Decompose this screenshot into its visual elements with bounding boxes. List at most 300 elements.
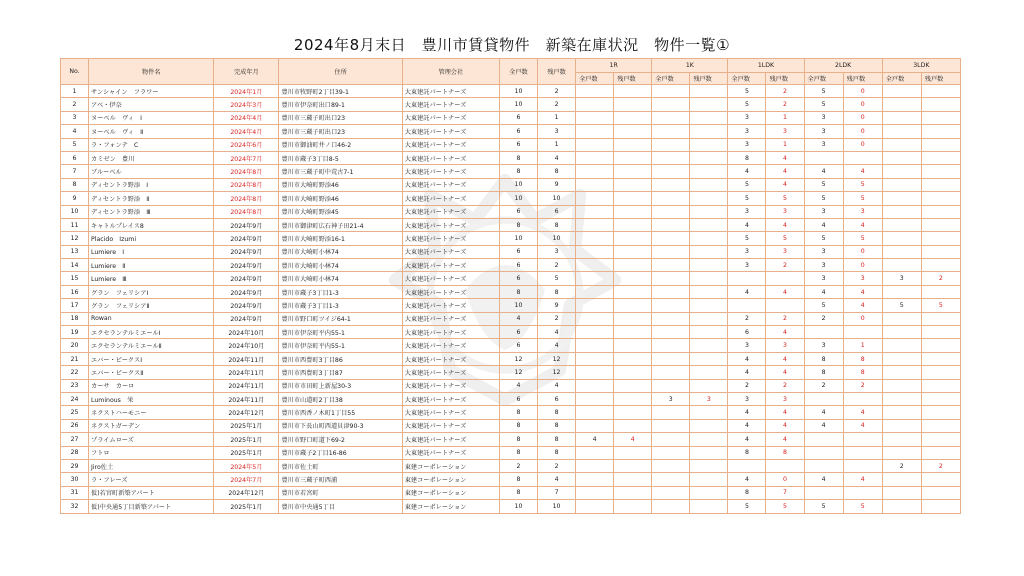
management-company-cell: 大東建託パートナーズ — [402, 392, 499, 405]
remaining-1r-cell — [614, 379, 652, 392]
remaining-2ldk-cell: 0 — [843, 245, 882, 258]
address-cell: 豊川市野口町道下69-2 — [279, 433, 402, 446]
remaining-1k-cell — [690, 218, 728, 231]
remaining-1r-cell — [614, 85, 652, 98]
property-name-cell: カミゼン 豊川 — [89, 151, 214, 164]
remaining-3ldk-cell — [921, 218, 960, 231]
address-cell: 豊川市西豊町3丁目86 — [279, 352, 402, 365]
total-units-cell: 6 — [499, 326, 537, 339]
header-address: 住所 — [279, 59, 402, 85]
remaining-1r-cell — [614, 352, 652, 365]
management-company-cell: 大東建託パートナーズ — [402, 178, 499, 191]
remaining-1ldk-cell: 3 — [766, 125, 804, 138]
total-2ldk-cell — [804, 446, 843, 459]
total-2ldk-cell — [804, 433, 843, 446]
remaining-units-cell: 1 — [538, 138, 576, 151]
property-name-cell: エバー・ピークスⅡ — [89, 366, 214, 379]
total-2ldk-cell: 5 — [804, 192, 843, 205]
table-row — [61, 392, 961, 405]
remaining-1ldk-cell: 4 — [766, 218, 804, 231]
management-company-cell: 大東建託パートナーズ — [402, 245, 499, 258]
built-date-cell: 2025年1月 — [214, 500, 279, 513]
table-row — [61, 419, 961, 432]
management-company-cell: 大東建託パートナーズ — [402, 111, 499, 124]
total-3ldk-cell — [882, 285, 921, 298]
remaining-units-cell: 4 — [538, 473, 576, 486]
total-1r-cell — [576, 392, 614, 405]
total-units-cell: 8 — [499, 218, 537, 231]
remaining-units-cell: 9 — [538, 299, 576, 312]
sub-remaining-3ldk: 残戸数 — [921, 73, 960, 85]
address-cell: 豊川市大崎町野添46 — [279, 178, 402, 191]
row-no-cell: 24 — [61, 392, 89, 405]
row-no-cell: 8 — [61, 178, 89, 191]
built-date-cell: 2024年1月 — [214, 85, 279, 98]
remaining-2ldk-cell: 0 — [843, 312, 882, 325]
header-type-1r: 1R — [576, 59, 652, 73]
total-1r-cell — [576, 138, 614, 151]
table-row — [61, 125, 961, 138]
remaining-2ldk-cell: 3 — [843, 272, 882, 285]
row-no-cell: 3 — [61, 111, 89, 124]
management-company-cell: 大東建託パートナーズ — [402, 232, 499, 245]
table-row — [61, 138, 961, 151]
remaining-1ldk-cell: 7 — [766, 486, 804, 499]
total-1r-cell — [576, 473, 614, 486]
total-1k-cell — [652, 192, 690, 205]
remaining-1k-cell — [690, 419, 728, 432]
remaining-3ldk-cell — [921, 232, 960, 245]
table-body — [61, 85, 961, 514]
total-1r-cell — [576, 406, 614, 419]
built-date-cell: 2024年8月 — [214, 205, 279, 218]
remaining-1k-cell — [690, 285, 728, 298]
total-1r-cell — [576, 259, 614, 272]
remaining-1r-cell — [614, 285, 652, 298]
total-1ldk-cell: 3 — [728, 245, 766, 258]
remaining-3ldk-cell — [921, 446, 960, 459]
table-row — [61, 352, 961, 365]
total-1k-cell — [652, 272, 690, 285]
total-1r-cell — [576, 192, 614, 205]
total-1k-cell — [652, 352, 690, 365]
total-1r-cell — [576, 98, 614, 111]
table-row — [61, 285, 961, 298]
total-2ldk-cell: 3 — [804, 111, 843, 124]
total-units-cell: 10 — [499, 98, 537, 111]
total-1k-cell — [652, 259, 690, 272]
total-1k-cell — [652, 165, 690, 178]
total-units-cell: 6 — [499, 111, 537, 124]
header-total: 全戸数 — [499, 59, 537, 85]
remaining-1r-cell — [614, 259, 652, 272]
remaining-2ldk-cell: 0 — [843, 85, 882, 98]
remaining-2ldk-cell: 0 — [843, 111, 882, 124]
header-name: 物件名 — [89, 59, 214, 85]
remaining-1r-cell — [614, 98, 652, 111]
address-cell: 豊川市三蔵子町西浦 — [279, 473, 402, 486]
built-date-cell: 2024年4月 — [214, 111, 279, 124]
table-row — [61, 486, 961, 499]
property-name-cell: グラン フェリシアⅡ — [89, 299, 214, 312]
total-1r-cell — [576, 366, 614, 379]
remaining-2ldk-cell: 4 — [843, 165, 882, 178]
address-cell: 豊川市御油町井ノ口46-2 — [279, 138, 402, 151]
address-cell: 豊川市蔵子3丁目1-3 — [279, 285, 402, 298]
management-company-cell: 大東建託パートナーズ — [402, 259, 499, 272]
total-units-cell: 8 — [499, 151, 537, 164]
remaining-units-cell: 8 — [538, 285, 576, 298]
remaining-3ldk-cell — [921, 85, 960, 98]
total-2ldk-cell: 3 — [804, 138, 843, 151]
address-cell: 豊川市蔵子3丁目1-3 — [279, 299, 402, 312]
remaining-2ldk-cell: 0 — [843, 138, 882, 151]
address-cell: 豊川市西豊町3丁目87 — [279, 366, 402, 379]
remaining-3ldk-cell — [921, 339, 960, 352]
total-1ldk-cell: 4 — [728, 419, 766, 432]
total-units-cell: 8 — [499, 486, 537, 499]
remaining-3ldk-cell: 2 — [921, 459, 960, 472]
remaining-units-cell: 4 — [538, 379, 576, 392]
total-1ldk-cell — [728, 299, 766, 312]
remaining-1r-cell — [614, 299, 652, 312]
address-cell: 豊川市佐土町 — [279, 459, 402, 472]
total-2ldk-cell: 4 — [804, 165, 843, 178]
row-no-cell: 10 — [61, 205, 89, 218]
total-1r-cell — [576, 85, 614, 98]
remaining-units-cell: 8 — [538, 218, 576, 231]
total-1ldk-cell: 4 — [728, 366, 766, 379]
remaining-1r-cell — [614, 419, 652, 432]
row-no-cell: 25 — [61, 406, 89, 419]
remaining-1k-cell — [690, 433, 728, 446]
remaining-3ldk-cell — [921, 419, 960, 432]
remaining-1k-cell — [690, 98, 728, 111]
remaining-3ldk-cell — [921, 178, 960, 191]
total-2ldk-cell: 8 — [804, 352, 843, 365]
remaining-1k-cell — [690, 165, 728, 178]
total-1k-cell — [652, 111, 690, 124]
total-1r-cell: 4 — [576, 433, 614, 446]
row-no-cell: 18 — [61, 312, 89, 325]
total-1k-cell — [652, 312, 690, 325]
table-row — [61, 111, 961, 124]
property-name-cell: Lumiere Ⅱ — [89, 259, 214, 272]
total-2ldk-cell: 5 — [804, 299, 843, 312]
row-no-cell: 6 — [61, 151, 89, 164]
total-1k-cell — [652, 326, 690, 339]
built-date-cell: 2024年9月 — [214, 285, 279, 298]
header-type-1k: 1K — [652, 59, 728, 73]
remaining-2ldk-cell: 4 — [843, 473, 882, 486]
remaining-1r-cell — [614, 312, 652, 325]
row-no-cell: 7 — [61, 165, 89, 178]
address-cell: 豊川市伊奈町出口89-1 — [279, 98, 402, 111]
remaining-1r-cell — [614, 205, 652, 218]
remaining-1k-cell — [690, 446, 728, 459]
management-company-cell: 大東建託パートナーズ — [402, 218, 499, 231]
header-type-2ldk: 2LDK — [804, 59, 882, 73]
remaining-3ldk-cell — [921, 259, 960, 272]
total-1k-cell — [652, 379, 690, 392]
management-company-cell: 東建コーポレーション — [402, 486, 499, 499]
total-1ldk-cell: 8 — [728, 446, 766, 459]
total-1ldk-cell: 3 — [728, 125, 766, 138]
total-1ldk-cell: 3 — [728, 138, 766, 151]
total-3ldk-cell — [882, 392, 921, 405]
built-date-cell: 2024年6月 — [214, 138, 279, 151]
total-1k-cell — [652, 178, 690, 191]
remaining-1ldk-cell: 4 — [766, 151, 804, 164]
remaining-1k-cell — [690, 473, 728, 486]
row-no-cell: 19 — [61, 326, 89, 339]
remaining-1r-cell — [614, 192, 652, 205]
remaining-2ldk-cell: 4 — [843, 406, 882, 419]
total-1r-cell — [576, 178, 614, 191]
header-type-3ldk: 3LDK — [882, 59, 960, 73]
row-no-cell: 31 — [61, 486, 89, 499]
remaining-1k-cell — [690, 352, 728, 365]
total-1ldk-cell: 4 — [728, 352, 766, 365]
address-cell: 豊川市牧野町2丁目39-1 — [279, 85, 402, 98]
total-1ldk-cell: 3 — [728, 392, 766, 405]
page-title: 2024年8月末日 豊川市賃貸物件 新築在庫状況 物件一覧① — [293, 36, 731, 54]
remaining-units-cell: 10 — [538, 232, 576, 245]
built-date-cell: 2024年9月 — [214, 272, 279, 285]
total-1r-cell — [576, 419, 614, 432]
header-company: 管理会社 — [402, 59, 499, 85]
row-no-cell: 26 — [61, 419, 89, 432]
total-1ldk-cell: 5 — [728, 178, 766, 191]
table-row — [61, 379, 961, 392]
property-name-cell: エバー・ピークスⅠ — [89, 352, 214, 365]
address-cell: 豊川市大崎町小林74 — [279, 245, 402, 258]
remaining-1ldk-cell: 4 — [766, 433, 804, 446]
total-1k-cell — [652, 98, 690, 111]
row-no-cell: 12 — [61, 232, 89, 245]
property-name-cell: ヌーベル ヴィ Ⅱ — [89, 125, 214, 138]
total-2ldk-cell: 5 — [804, 500, 843, 513]
remaining-1k-cell — [690, 178, 728, 191]
remaining-1ldk-cell: 0 — [766, 473, 804, 486]
remaining-1ldk-cell: 4 — [766, 178, 804, 191]
built-date-cell: 2024年9月 — [214, 218, 279, 231]
built-date-cell: 2024年4月 — [214, 125, 279, 138]
table-row — [61, 232, 961, 245]
property-name-cell: ネクストハーモニー — [89, 406, 214, 419]
row-no-cell: 9 — [61, 192, 89, 205]
total-units-cell: 10 — [499, 85, 537, 98]
remaining-1ldk-cell: 2 — [766, 312, 804, 325]
total-1k-cell — [652, 473, 690, 486]
address-cell: 豊川市野口町ツイジ64-1 — [279, 312, 402, 325]
row-no-cell: 5 — [61, 138, 89, 151]
total-2ldk-cell: 4 — [804, 285, 843, 298]
property-name-cell: 仮)中央通5丁目新築アパート — [89, 500, 214, 513]
remaining-1k-cell: 3 — [690, 392, 728, 405]
address-cell: 豊川市蔵子3丁目8-5 — [279, 151, 402, 164]
row-no-cell: 16 — [61, 285, 89, 298]
total-3ldk-cell — [882, 366, 921, 379]
remaining-units-cell: 4 — [538, 151, 576, 164]
total-2ldk-cell: 3 — [804, 245, 843, 258]
header-row — [61, 59, 961, 73]
table-row — [61, 459, 961, 472]
property-name-cell: 仮)若宮町新築アパート — [89, 486, 214, 499]
remaining-1ldk-cell: 2 — [766, 259, 804, 272]
table-row — [61, 500, 961, 513]
remaining-units-cell: 8 — [538, 433, 576, 446]
row-no-cell: 29 — [61, 459, 89, 472]
built-date-cell: 2024年8月 — [214, 192, 279, 205]
remaining-2ldk-cell: 4 — [843, 218, 882, 231]
total-units-cell: 6 — [499, 125, 537, 138]
remaining-2ldk-cell — [843, 459, 882, 472]
remaining-units-cell: 8 — [538, 165, 576, 178]
remaining-1k-cell — [690, 232, 728, 245]
total-1k-cell — [652, 486, 690, 499]
built-date-cell: 2025年1月 — [214, 433, 279, 446]
total-3ldk-cell — [882, 419, 921, 432]
total-2ldk-cell — [804, 459, 843, 472]
remaining-1k-cell — [690, 125, 728, 138]
remaining-units-cell: 8 — [538, 419, 576, 432]
table-row — [61, 218, 961, 231]
total-1ldk-cell: 4 — [728, 218, 766, 231]
remaining-3ldk-cell — [921, 165, 960, 178]
management-company-cell: 大東建託パートナーズ — [402, 406, 499, 419]
remaining-1ldk-cell: 5 — [766, 500, 804, 513]
remaining-units-cell: 12 — [538, 366, 576, 379]
management-company-cell: 大東建託パートナーズ — [402, 125, 499, 138]
total-3ldk-cell — [882, 165, 921, 178]
address-cell: 豊川市大崎町野添46 — [279, 192, 402, 205]
built-date-cell: 2024年11月 — [214, 379, 279, 392]
total-3ldk-cell — [882, 259, 921, 272]
remaining-units-cell: 12 — [538, 352, 576, 365]
header-built: 完成年月 — [214, 59, 279, 85]
total-2ldk-cell: 4 — [804, 218, 843, 231]
header-no: No. — [61, 59, 89, 85]
remaining-1ldk-cell: 4 — [766, 326, 804, 339]
total-1ldk-cell: 5 — [728, 98, 766, 111]
built-date-cell: 2025年1月 — [214, 446, 279, 459]
remaining-3ldk-cell — [921, 138, 960, 151]
remaining-2ldk-cell: 3 — [843, 205, 882, 218]
remaining-1k-cell — [690, 111, 728, 124]
remaining-1ldk-cell: 3 — [766, 392, 804, 405]
total-3ldk-cell — [882, 111, 921, 124]
total-1ldk-cell: 2 — [728, 312, 766, 325]
total-1r-cell — [576, 446, 614, 459]
total-units-cell: 10 — [499, 192, 537, 205]
total-1r-cell — [576, 232, 614, 245]
remaining-1k-cell — [690, 366, 728, 379]
total-units-cell: 6 — [499, 138, 537, 151]
remaining-2ldk-cell: 1 — [843, 339, 882, 352]
remaining-1r-cell — [614, 446, 652, 459]
remaining-3ldk-cell — [921, 392, 960, 405]
remaining-2ldk-cell: 5 — [843, 178, 882, 191]
total-1r-cell — [576, 272, 614, 285]
row-no-cell: 22 — [61, 366, 89, 379]
row-no-cell: 14 — [61, 259, 89, 272]
total-1ldk-cell: 4 — [728, 285, 766, 298]
built-date-cell: 2024年7月 — [214, 151, 279, 164]
remaining-1r-cell — [614, 218, 652, 231]
total-1r-cell — [576, 459, 614, 472]
built-date-cell: 2024年10月 — [214, 326, 279, 339]
total-1ldk-cell: 4 — [728, 433, 766, 446]
remaining-units-cell: 3 — [538, 245, 576, 258]
management-company-cell: 大東建託パートナーズ — [402, 165, 499, 178]
built-date-cell: 2024年9月 — [214, 245, 279, 258]
table-row — [61, 98, 961, 111]
sub-total-1r: 全戸数 — [576, 73, 614, 85]
remaining-1r-cell — [614, 326, 652, 339]
total-units-cell: 8 — [499, 433, 537, 446]
address-cell: 豊川市三蔵子町出口23 — [279, 125, 402, 138]
total-3ldk-cell — [882, 406, 921, 419]
total-3ldk-cell: 3 — [882, 272, 921, 285]
remaining-1k-cell — [690, 326, 728, 339]
remaining-2ldk-cell: 4 — [843, 285, 882, 298]
property-name-cell: Luminous 栄 — [89, 392, 214, 405]
remaining-1ldk-cell: 2 — [766, 85, 804, 98]
remaining-1r-cell — [614, 151, 652, 164]
remaining-1ldk-cell: 4 — [766, 406, 804, 419]
property-name-cell: ラ・フレーズ — [89, 473, 214, 486]
total-1r-cell — [576, 218, 614, 231]
total-units-cell: 6 — [499, 259, 537, 272]
sub-total-3ldk: 全戸数 — [882, 73, 921, 85]
remaining-1ldk-cell: 1 — [766, 111, 804, 124]
total-2ldk-cell: 5 — [804, 98, 843, 111]
table-row — [61, 178, 961, 191]
total-1k-cell — [652, 446, 690, 459]
total-3ldk-cell: 2 — [882, 459, 921, 472]
remaining-1r-cell — [614, 500, 652, 513]
remaining-units-cell: 2 — [538, 459, 576, 472]
remaining-1r-cell — [614, 178, 652, 191]
address-cell: 豊川市若宮町 — [279, 486, 402, 499]
property-name-cell: ブルーベル — [89, 165, 214, 178]
property-name-cell: Placido Izumi — [89, 232, 214, 245]
built-date-cell: 2024年8月 — [214, 165, 279, 178]
property-name-cell: ディセントラ野添 Ⅰ — [89, 178, 214, 191]
built-date-cell: 2024年9月 — [214, 299, 279, 312]
remaining-1k-cell — [690, 486, 728, 499]
row-no-cell: 13 — [61, 245, 89, 258]
remaining-3ldk-cell — [921, 205, 960, 218]
remaining-1ldk-cell: 4 — [766, 366, 804, 379]
built-date-cell: 2024年9月 — [214, 259, 279, 272]
total-1ldk-cell: 3 — [728, 205, 766, 218]
total-3ldk-cell — [882, 85, 921, 98]
remaining-2ldk-cell — [843, 151, 882, 164]
total-3ldk-cell — [882, 151, 921, 164]
management-company-cell: 大東建託パートナーズ — [402, 98, 499, 111]
total-1r-cell — [576, 379, 614, 392]
table-row — [61, 339, 961, 352]
management-company-cell: 東建コーポレーション — [402, 459, 499, 472]
remaining-1ldk-cell — [766, 459, 804, 472]
remaining-3ldk-cell — [921, 245, 960, 258]
remaining-units-cell: 2 — [538, 85, 576, 98]
remaining-1ldk-cell: 4 — [766, 352, 804, 365]
remaining-1r-cell — [614, 138, 652, 151]
table-row — [61, 312, 961, 325]
